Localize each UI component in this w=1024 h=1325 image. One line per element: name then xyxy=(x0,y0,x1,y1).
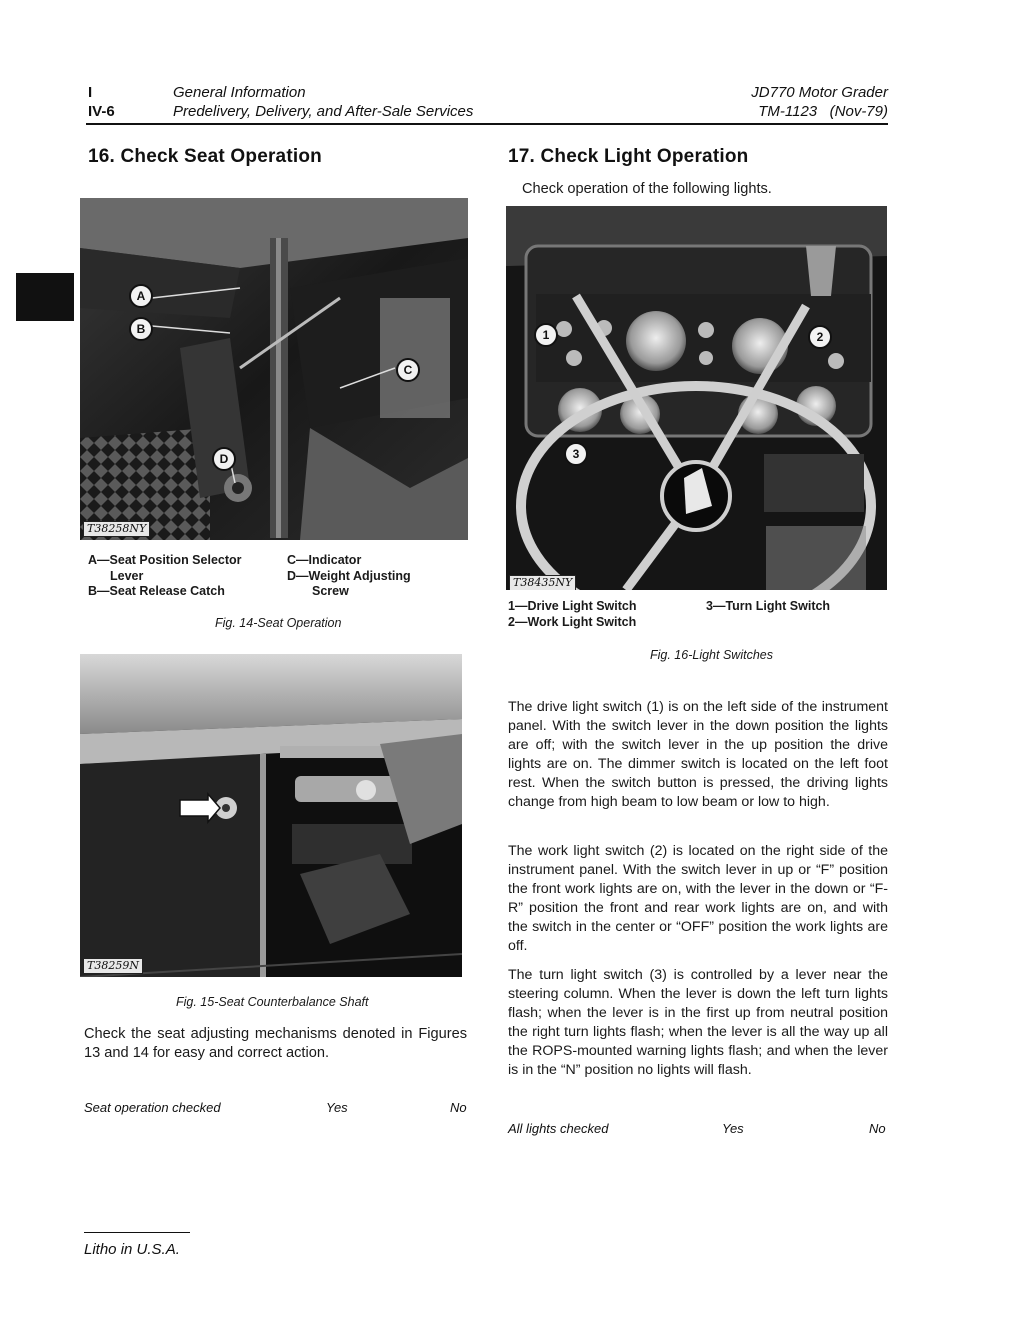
heading-seat-operation: 16. Check Seat Operation xyxy=(88,146,322,167)
legend-item-c: C—Indicator xyxy=(287,553,362,567)
seat-checklist-no[interactable]: No xyxy=(450,1100,467,1115)
footer-rule xyxy=(84,1232,190,1233)
model-name: JD770 Motor Grader xyxy=(751,84,888,101)
seat-checklist-label: Seat operation checked xyxy=(84,1100,221,1115)
callout-b: B xyxy=(129,317,153,341)
paragraph-drive-light: The drive light switch (1) is on the left side of the instrument panel. With the switch lever in the down position the lights are off; with the switch lever in the up position the drive lights are on. The dimmer switch is located on the left foot rest. When the switch button is pressed, the driving lights change from high beam to low beam or low to high. xyxy=(508,699,888,810)
fig14-caption: Fig. 14-Seat Operation xyxy=(215,616,342,630)
legend-item-3: 3—Turn Light Switch xyxy=(706,599,831,613)
lights-checklist-yes[interactable]: Yes xyxy=(722,1121,744,1136)
paragraph-turn-light: The turn light switch (3) is controlled by a lever near the steering column. When the lever is down the left turn lights flash; when the lever is in the first up from neutral position the right turn lights flash; when the lever is all the way up all the ROPS-mounted warning lights flash; and when the lever is in the “N” position no lights will flash. xyxy=(508,967,888,1078)
manual-reference: TM-1123 (Nov-79) xyxy=(758,103,888,120)
callout-a: A xyxy=(129,284,153,308)
lights-checklist-label: All lights checked xyxy=(508,1121,609,1136)
fig14-legend-left xyxy=(88,553,242,600)
callout-c: C xyxy=(396,358,420,382)
callout-3: 3 xyxy=(564,442,588,466)
photo-tag: T38435NY xyxy=(509,575,576,590)
light-switches-photo xyxy=(506,206,887,590)
legend-item-a-cont: Lever xyxy=(110,568,144,583)
subsection-title: Predelivery, Delivery, and After-Sale Services xyxy=(173,103,474,120)
callout-1: 1 xyxy=(534,323,558,347)
legend-item-1: 1—Drive Light Switch xyxy=(508,599,637,613)
fig16-legend-right xyxy=(706,599,830,615)
fig14-legend-right xyxy=(287,553,411,600)
callout-d: D xyxy=(212,447,236,471)
legend-item-d-cont: Screw xyxy=(312,584,349,598)
page-number: IV-6 xyxy=(88,103,115,120)
seat-check-instruction: Check the seat adjusting mechanisms denoted in Figures 13 and 14 for easy and correct action. xyxy=(84,1026,467,1061)
legend-item-2: 2—Work Light Switch xyxy=(508,614,637,629)
photo-tag: T38258NY xyxy=(83,521,150,537)
photo-tag: T38259N xyxy=(83,958,143,974)
heading-light-operation: 17. Check Light Operation xyxy=(508,146,749,167)
section-number: I xyxy=(88,84,93,101)
legend-item-b: B—Seat Release Catch xyxy=(88,584,225,598)
fig15-caption: Fig. 15-Seat Counterbalance Shaft xyxy=(176,995,369,1009)
callout-2: 2 xyxy=(808,325,832,349)
instrument-panel-illustration xyxy=(506,206,887,590)
paragraph-work-light: The work light switch (2) is located on the right side of the instrument panel. With the switch lever in up or “F” position the front work lights are on, with the lever in the down or “F-R” position the front and rear work lights are on, and with the switch in the center or “OFF” position the work lights are off. xyxy=(508,843,888,954)
section-tab-marker xyxy=(16,273,74,321)
section-title: General Information xyxy=(173,84,306,101)
legend-item-d: D—Weight Adjusting xyxy=(287,568,411,583)
fig16-caption: Fig. 16-Light Switches xyxy=(650,648,773,662)
light-check-intro: Check operation of the following lights. xyxy=(522,181,772,197)
seat-operation-photo xyxy=(80,198,468,540)
fig16-legend-left xyxy=(508,599,637,630)
counterbalance-shaft-photo xyxy=(80,654,462,977)
legend-item-a: A—Seat Position Selector xyxy=(88,553,242,567)
header-rule xyxy=(86,123,888,125)
seat-checklist-yes[interactable]: Yes xyxy=(326,1100,348,1115)
print-note: Litho in U.S.A. xyxy=(84,1241,180,1258)
lights-checklist-no[interactable]: No xyxy=(869,1121,886,1136)
counterbalance-shaft-illustration xyxy=(80,654,462,977)
